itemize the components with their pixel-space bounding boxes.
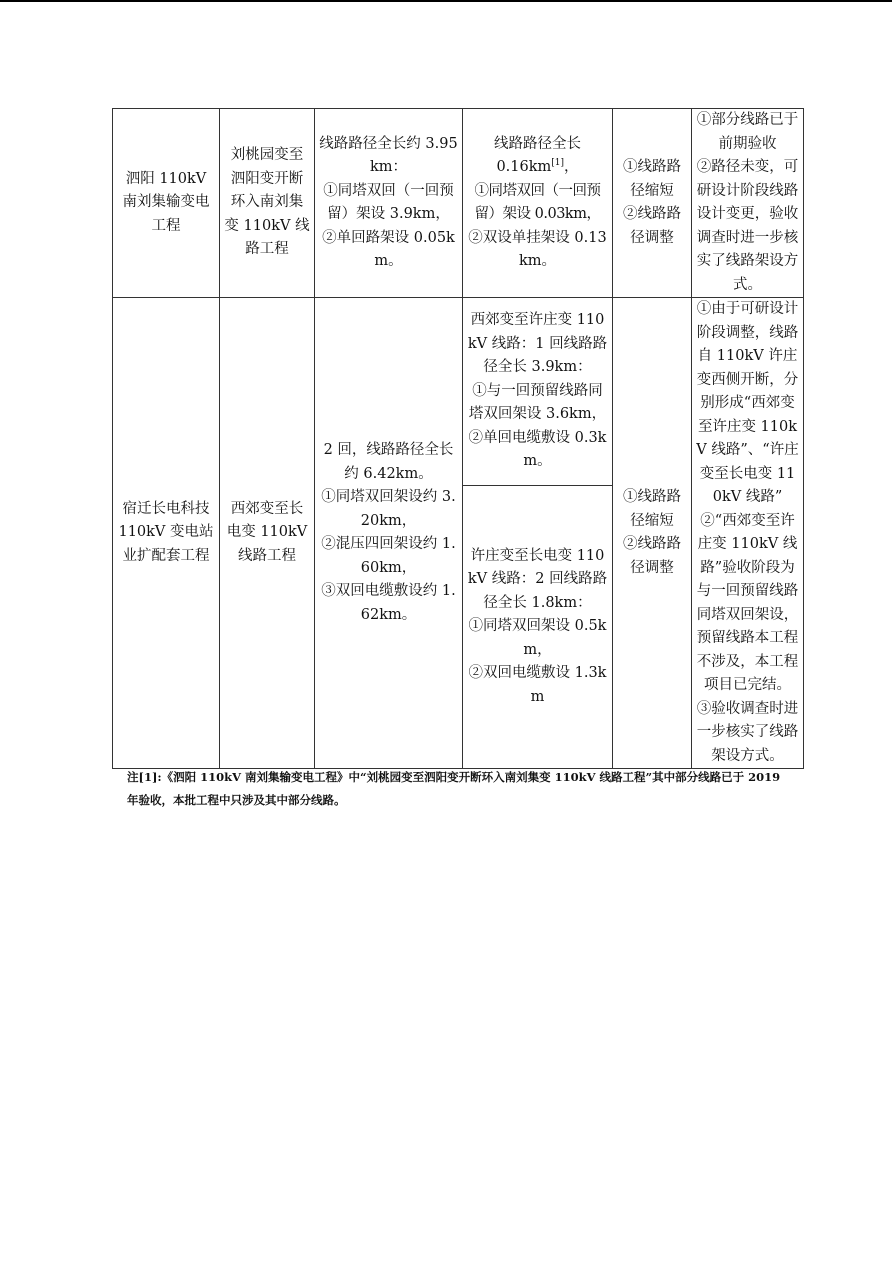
actual-route-cell: 线路路径全长 0.16km[1]， ①同塔双回（一回预留）架设 0.03km， ②双设单挂架设 0.13km。 [463, 109, 613, 298]
change-type-cell: ①线路路径缩短 ②线路路径调整 [613, 109, 692, 298]
page-top-rule [0, 0, 892, 2]
approved-route-cell: 2 回，线路路径全长约 6.42km。 ①同塔双回架设约 3.20km， ②混压四回架设约 1.60km， ③双回电缆敷设约 1.62km。 [315, 298, 463, 769]
project-name-cell: 宿迁长电科技 110kV 变电站业扩配套工程 [113, 298, 220, 769]
table-row [113, 109, 804, 298]
actual-route-cell-xuzhuang-changdian: 许庄变至长电变 110kV 线路：2 回线路路径全长 1.8km： ①同塔双回架设 0.5km， ②双回电缆敷设 1.3km [463, 486, 613, 769]
reason-cell: ①由于可研设计阶段调整，线路自 110kV 许庄变西侧开断，分别形成“西郊变至许庄变 110kV 线路”、“许庄变至长电变 110kV 线路” ②“西郊变至许庄变 110kV 线路”验收阶段为与一回预留线路同塔双回架设，预留线路本工程不涉及，本工程项目已完结。 ③验收调查时进一步核实了线路架设方式。 [692, 298, 804, 769]
actual-route-cell-xijiao-xuzhuang: 西郊变至许庄变 110kV 线路：1 回线路路径全长 3.9km： ①与一回预留线路同塔双回架设 3.6km，②单回电缆敷设 0.3km。 [463, 298, 613, 486]
reason-cell: ①部分线路已于前期验收 ②路径未变，可研设计阶段线路设计变更，验收调查时进一步核实了线路架设方式。 [692, 109, 804, 298]
footnote-ref: [1] [551, 158, 565, 169]
footnote: 注[1]:《泗阳 110kV 南刘集输变电工程》中“刘桃园变至泗阳变开断环入南刘集变 110kV 线路工程”其中部分线路已于 2019 年验收，本批工程中只涉及其中部分线路。 [127, 770, 781, 807]
project-name-cell: 泗阳 110kV 南刘集输变电工程 [113, 109, 220, 298]
line-name-cell: 西郊变至长电变 110kV 线路工程 [220, 298, 315, 769]
table-row [113, 298, 804, 486]
line-name-cell: 刘桃园变至泗阳变开断环入南刘集变 110kV 线路工程 [220, 109, 315, 298]
line-change-table [112, 108, 804, 769]
change-type-cell: ①线路路径缩短 ②线路路径调整 [613, 298, 692, 769]
approved-route-cell: 线路路径全长约 3.95km： ①同塔双回（一回预留）架设 3.9km， ②单回路架设 0.05km。 [315, 109, 463, 298]
